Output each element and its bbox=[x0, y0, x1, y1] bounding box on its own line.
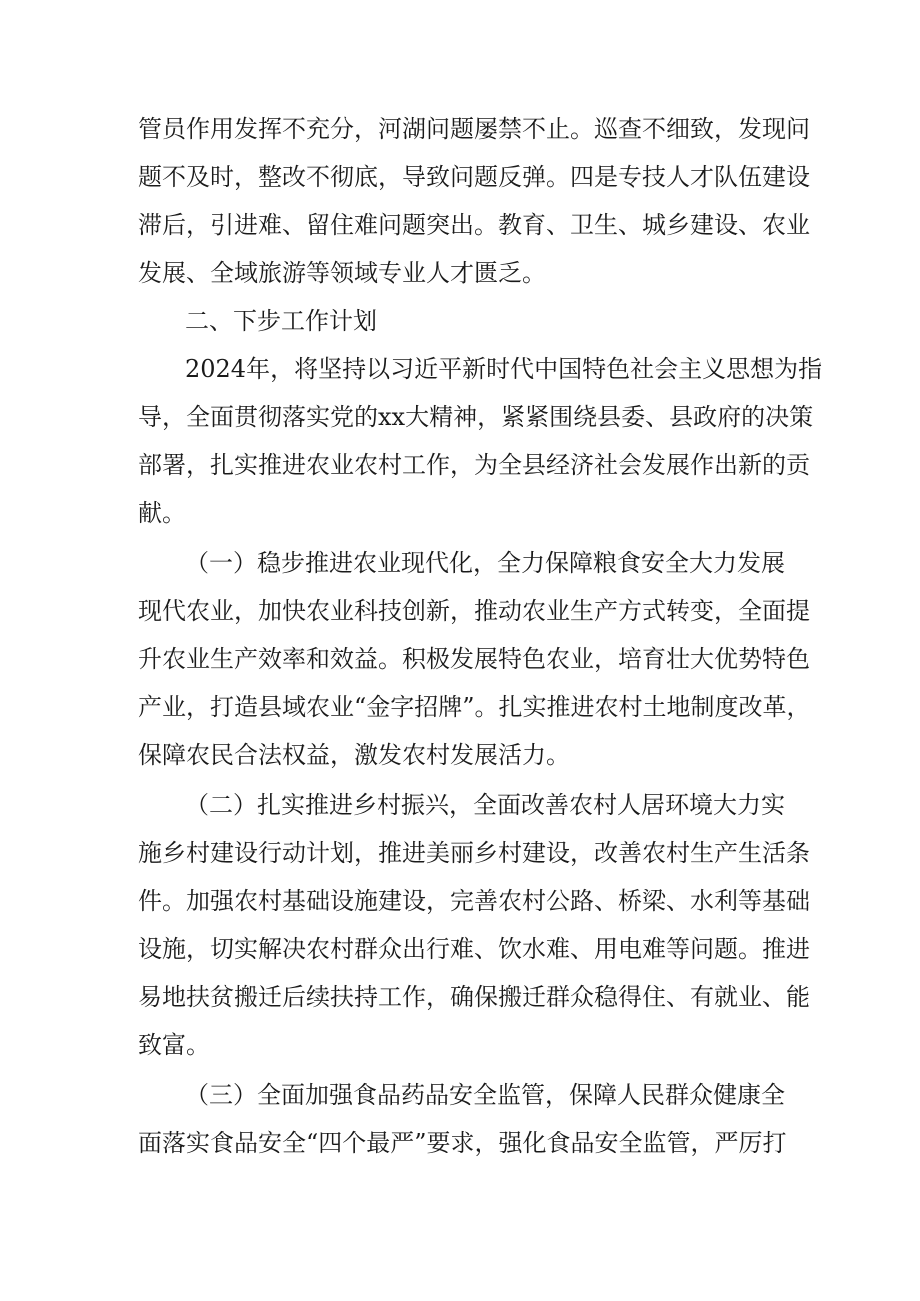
paragraph-1-line-4: 发展、全域旅游等领域专业人才匮乏。 bbox=[138, 259, 546, 287]
paragraph-5-line-1: （三）全面加强食品药品安全监管，保障人民群众健康全 bbox=[185, 1081, 785, 1109]
paragraph-1-line-2: 题不及时，整改不彻底，导致问题反弹。四是专技人才队伍建设 bbox=[138, 163, 810, 191]
paragraph-3-line-3: 升农业生产效率和效益。积极发展特色农业，培育壮大优势特色 bbox=[138, 645, 810, 673]
paragraph-3-line-5: 保障农民合法权益，激发农村发展活力。 bbox=[138, 741, 570, 769]
paragraph-4-line-6: 致富。 bbox=[138, 1031, 210, 1059]
paragraph-2-line-3: 部署，扎实推进农业农村工作，为全县经济社会发展作出新的贡 bbox=[138, 451, 810, 479]
paragraph-3-line-1: （一）稳步推进农业现代化，全力保障粮食安全大力发展 bbox=[185, 549, 785, 577]
paragraph-4-line-3: 件。加强农村基础设施建设，完善农村公路、桥梁、水利等基础 bbox=[138, 887, 810, 915]
paragraph-5-line-2: 面落实食品安全“四个最严”要求，强化食品安全监管，严厉打 bbox=[138, 1129, 787, 1157]
section-heading: 二、下步工作计划 bbox=[185, 307, 377, 335]
paragraph-2-line-2: 导，全面贯彻落实党的xx大精神，紧紧围绕县委、县政府的决策 bbox=[138, 403, 814, 431]
paragraph-1-line-3: 滞后，引进难、留住难问题突出。教育、卫生、城乡建设、农业 bbox=[138, 211, 810, 239]
paragraph-3-line-4: 产业，打造县域农业“金字招牌”。扎实推进农村土地制度改革， bbox=[138, 693, 811, 721]
paragraph-2-line-4: 献。 bbox=[138, 499, 186, 527]
paragraph-2-line-1: 2024年，将坚持以习近平新时代中国特色社会主义思想为指 bbox=[185, 355, 823, 383]
paragraph-3-line-2: 现代农业，加快农业科技创新，推动农业生产方式转变，全面提 bbox=[138, 597, 810, 625]
paragraph-1-line-1: 管员作用发挥不充分，河湖问题屡禁不止。巡查不细致，发现问 bbox=[138, 115, 810, 143]
paragraph-4-line-2: 施乡村建设行动计划，推进美丽乡村建设，改善农村生产生活条 bbox=[138, 839, 810, 867]
paragraph-4-line-5: 易地扶贫搬迁后续扶持工作，确保搬迁群众稳得住、有就业、能 bbox=[138, 983, 810, 1011]
paragraph-4-line-1: （二）扎实推进乡村振兴，全面改善农村人居环境大力实 bbox=[185, 791, 785, 819]
paragraph-4-line-4: 设施，切实解决农村群众出行难、饮水难、用电难等问题。推进 bbox=[138, 935, 810, 963]
